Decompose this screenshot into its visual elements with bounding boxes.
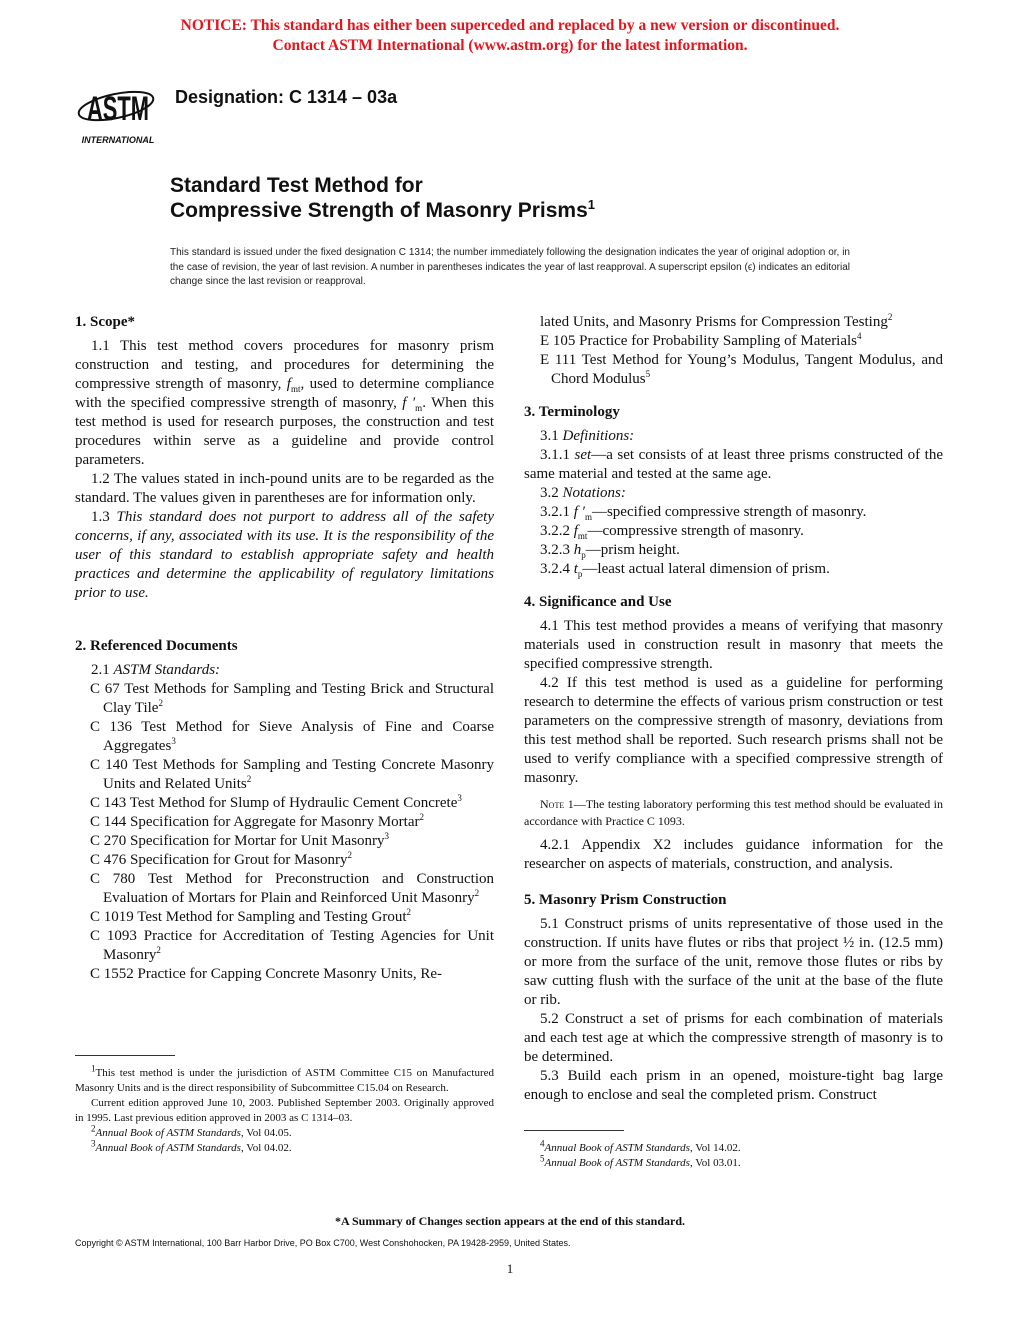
- paragraph: 3.2 Notations:: [540, 485, 626, 501]
- reference-item: C 476 Specification for Grout for Masonry$^2$: [90, 850, 352, 868]
- footnote: $^3$Annual Book of ASTM Standards, Vol 04.02.: [91, 1138, 292, 1154]
- footnote-ref[interactable]: 2: [156, 945, 161, 955]
- section-heading: 4. Significance and Use: [524, 594, 672, 610]
- reference-item: E 105 Practice for Probability Sampling of Materials$^4$: [540, 331, 862, 349]
- footnote-ref[interactable]: 2: [347, 850, 352, 860]
- footnote-divider: [75, 1055, 175, 1056]
- note: Note 1—The testing laboratory performing this test method should be evaluated in accordance with Practice C 1093.: [524, 797, 944, 828]
- supersede-notice: [0, 16, 1020, 56]
- section-heading: 2. Referenced Documents: [75, 638, 238, 654]
- footnote-divider: [524, 1130, 624, 1131]
- footnote-ref[interactable]: 2: [474, 888, 480, 898]
- section-prism-construction: [524, 891, 943, 1105]
- footnote-ref[interactable]: 2: [406, 907, 411, 917]
- paragraph: 1.1 This test method covers procedures for masonry prism construction and testing, and procedures for determining the compressive strength of masonry, $f_{mt}$, used to determine compliance with the specified compressive strength of masonry, f $'_m$. When this test method is used for research purposes, the construction and test procedures within serve as a guideline and provide control parameters.: [75, 338, 494, 468]
- svg-text:INTERNATIONAL: INTERNATIONAL: [81, 135, 155, 145]
- notice-line: NOTICE: This standard has either been superceded and replaced by a new version or discontinued.: [180, 17, 840, 34]
- paragraph: 5.3 Build each prism in an opened, moisture-tight bag large enough to enclose and seal the completed prism. Construct: [524, 1068, 943, 1103]
- paragraph: 1.2 The values stated in inch-pound units are to be regarded as the standard. The values given in parentheses are for information only.: [75, 471, 494, 506]
- footnote-ref[interactable]: 1: [587, 197, 596, 212]
- reference-item: C 144 Specification for Aggregate for Masonry Mortar$^2$: [90, 812, 424, 830]
- notation: 3.2.1 f $'_m—specified$ compressive strength of masonry.: [540, 504, 867, 522]
- footnote-ref[interactable]: 2: [419, 812, 424, 822]
- reference-item: C 143 Test Method for Slump of Hydraulic Cement Concrete$^3$: [90, 793, 462, 811]
- footnote-ref[interactable]: 3: [384, 831, 390, 841]
- footnote: Current edition approved June 10, 2003. Published September 2003. Originally approved in 1995. Last previous edition approved in 2003 as C 1314–03.: [75, 1097, 494, 1124]
- copyright: Copyright © ASTM International, 100 Barr Harbor Drive, PO Box C700, West Conshohocken, PA 19428-2959, United States.: [75, 1238, 571, 1248]
- astm-logo: [76, 76, 162, 146]
- paragraph: 3.1 Definitions:: [540, 428, 635, 444]
- section-heading: 3. Terminology: [524, 404, 620, 420]
- section-terminology: [524, 403, 943, 579]
- section-scope: [75, 313, 494, 603]
- section-heading: 1. Scope*: [75, 314, 135, 330]
- summary-of-changes-note: *A Summary of Changes section appears at the end of this standard.: [334, 1214, 686, 1228]
- footnote: $^5$Annual Book of ASTM Standards, Vol 03.01.: [540, 1153, 741, 1169]
- section-significance: [524, 593, 943, 874]
- paragraph: 5.1 Construct prisms of units representative of those used in the construction. If units have flutes or ribs that project ½ in. (12.5 mm) or more from the surface of the unit, remove those flutes or ribs by saw cutting flush with the surface of the unit at the base of the flute or rib.: [524, 916, 943, 1008]
- footnote-ref[interactable]: 2: [158, 698, 163, 708]
- footnote: $^4$Annual Book of ASTM Standards, Vol 14.02.: [540, 1138, 741, 1154]
- issue-note: This standard is issued under the fixed designation C 1314; the number immediately following the designation indicates the year of original adoption or, in the case of revision, the year of last revision. A number in parentheses indicates the year of last reapproval. A superscript epsilon (ϵ) indicates an editorial change since the last revision or reapproval.: [170, 247, 850, 287]
- section-heading: 5. Masonry Prism Construction: [524, 892, 727, 908]
- paragraph: 4.1 This test method provides a means of verifying that masonry materials used in construction result in masonry that meets the specified compressive strength.: [524, 618, 943, 672]
- notation: 3.2.4 $t_p—least$ actual lateral dimension of prism.: [540, 561, 830, 579]
- paragraph: 4.2 If this test method is used as a guideline for performing research to determine the effects of various prism construction or test parameters on the compressive strength of masonry, deviations from this test method shall be reported. Such research prisms shall not be used to verify compliance with a specified compressive strength of masonry.: [524, 675, 943, 786]
- paragraph: 1.3 This standard does not purport to address all of the safety concerns, if any, associated with its use. It is the responsibility of the user of this standard to establish appropriate safety and health practices and determine the applicability of regulatory limitations prior to use.: [75, 509, 495, 601]
- title-line: Compressive Strength of Masonry Prisms: [170, 199, 588, 222]
- reference-item: lated Units, and Masonry Prisms for Compression Testing$^2$: [540, 312, 893, 330]
- reference-item: C 67 Test Methods for Sampling and Testing Brick and Structural Clay Tile$^2$: [90, 681, 494, 716]
- section-referenced-documents: [75, 637, 494, 984]
- footnote: $^1$This test method is under the jurisdiction of ASTM Committee C15 on Manufactured Masonry Units and is the direct responsibility of Subcommittee C15.04 on Research.: [75, 1063, 494, 1094]
- footnote-ref[interactable]: 4: [857, 331, 862, 341]
- footnotes-right: [524, 1138, 943, 1171]
- footnote-ref[interactable]: 3: [457, 793, 462, 803]
- reference-item: C 1552 Practice for Capping Concrete Masonry Units, Re-: [90, 966, 443, 982]
- footnote-ref[interactable]: 3: [171, 736, 176, 746]
- notation: 3.2.3 $h_p—prism$ height.: [540, 542, 680, 560]
- svg-text:ASTM: ASTM: [87, 90, 149, 128]
- page-number: 1: [506, 1261, 514, 1276]
- footnote-ref[interactable]: 5: [645, 369, 651, 379]
- notice-line: Contact ASTM International (www.astm.org) for the latest information.: [272, 37, 748, 54]
- designation: Designation: C 1314 – 03a: [175, 87, 398, 107]
- paragraph: 2.1 ASTM Standards:: [91, 662, 221, 678]
- reference-item: C 270 Specification for Mortar for Unit Masonry$^3$: [90, 831, 390, 849]
- document-title: [170, 173, 595, 223]
- reference-item: E 111 Test Method for Young’s Modulus, Tangent Modulus, and Chord Modulus$^5$: [540, 352, 943, 387]
- reference-item: C 136 Test Method for Sieve Analysis of Fine and Coarse Aggregates$^3$: [90, 719, 494, 754]
- footnote: $^2$Annual Book of ASTM Standards, Vol 04.05.: [91, 1123, 292, 1139]
- reference-item: C 780 Test Method for Preconstruction and Construction Evaluation of Mortars for Plain and Reinforced Unit Masonry$^2$: [90, 871, 494, 906]
- paragraph: 5.2 Construct a set of prisms for each combination of materials and each test age at which the compressive strength of masonry is to be determined.: [524, 1011, 943, 1065]
- notation: 3.2.2 $f_{mt}—compressive$ strength of masonry.: [540, 523, 804, 541]
- footnote-ref[interactable]: 2: [887, 312, 893, 322]
- reference-item: C 1093 Practice for Accreditation of Testing Agencies for Unit Masonry$^2$: [90, 928, 494, 963]
- paragraph: 3.1.1 set—a set consists of at least three prisms constructed of the same material and tested at the same age.: [524, 447, 944, 482]
- reference-item: C 1019 Test Method for Sampling and Testing Grout$^2$: [90, 907, 411, 925]
- title-line: Standard Test Method for: [170, 174, 423, 197]
- footnote-ref[interactable]: 2: [246, 774, 252, 784]
- references-continued: [524, 313, 943, 389]
- reference-item: C 140 Test Methods for Sampling and Testing Concrete Masonry Units and Related Units$^2$: [90, 757, 494, 792]
- paragraph: 4.2.1 Appendix X2 includes guidance information for the researcher on aspects of materials, construction, and analysis.: [524, 837, 943, 872]
- footnotes-left: [75, 1063, 494, 1156]
